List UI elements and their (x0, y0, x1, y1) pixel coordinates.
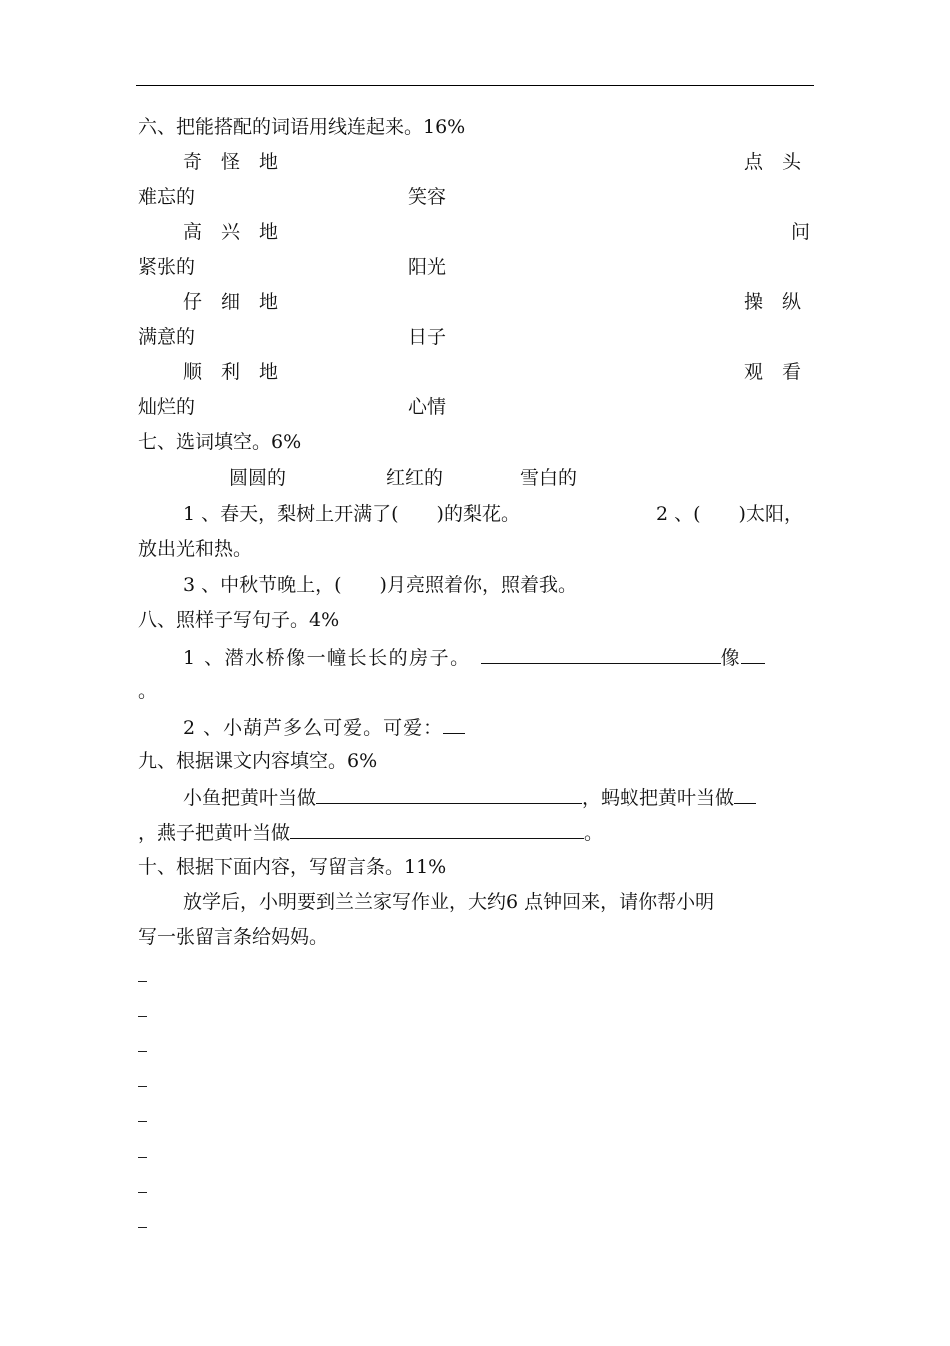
noun-1: 笑容 (408, 186, 447, 208)
header-rule (136, 85, 814, 86)
s8-q1-blank-2[interactable] (741, 644, 765, 664)
answer-line-8[interactable] (138, 1227, 147, 1228)
s7-question-1: 1 、春天，梨树上开满了( )的梨花。 (183, 503, 520, 525)
choice-1: 圆圆的 (229, 467, 287, 489)
s7-question-3: 3 、中秋节晚上，( )月亮照着你，照着我。 (183, 574, 577, 596)
adj-1: 难忘的 (138, 186, 196, 208)
adverb-4: 顺 利 地 (183, 361, 279, 383)
answer-line-5[interactable] (138, 1121, 147, 1122)
s9-end: 。 (584, 822, 604, 844)
choice-3: 雪白的 (520, 467, 578, 489)
adj-3: 满意的 (138, 326, 196, 348)
s10-prompt-2: 写一张留言条给妈妈。 (138, 926, 329, 948)
adverb-1: 奇 怪 地 (183, 151, 279, 173)
verb-1: 点 头 (744, 151, 802, 173)
s9-line-2 (138, 819, 603, 845)
answer-line-6[interactable] (138, 1157, 147, 1158)
s9-ant: ，蚂蚁把黄叶当做 (582, 787, 735, 809)
verb-4: 观 看 (744, 361, 802, 383)
adverb-2: 高 兴 地 (183, 221, 279, 243)
verb-2: 问 (791, 221, 811, 243)
s8-q1-end: 。 (138, 680, 158, 702)
section-8-title: 八、照样子写句子。4% (138, 609, 340, 631)
noun-2: 阳光 (408, 256, 447, 278)
choice-2: 红红的 (386, 467, 444, 489)
section-9-title: 九、根据课文内容填空。6% (138, 750, 378, 772)
noun-3: 日子 (408, 326, 447, 348)
s8-q1-blank[interactable] (481, 644, 721, 664)
adverb-3: 仔 细 地 (183, 291, 279, 313)
answer-line-2[interactable] (138, 1016, 147, 1017)
answer-line-1[interactable] (138, 981, 147, 982)
section-7-title: 七、选词填空。6% (138, 431, 302, 453)
s9-line-1 (183, 784, 756, 810)
s8-q1-text: 1 、潜水桥像一幢长长的房子。 (183, 647, 471, 669)
verb-3: 操 纵 (744, 291, 802, 313)
section-6-title: 六、把能搭配的词语用线连起来。16% (138, 116, 466, 138)
answer-line-4[interactable] (138, 1086, 147, 1087)
answer-line-7[interactable] (138, 1192, 147, 1193)
s8-q2-text: 2 、小葫芦多么可爱。可爱： (183, 717, 444, 739)
s7-question-2-cont: 放出光和热。 (138, 538, 253, 560)
adj-4: 灿烂的 (138, 396, 196, 418)
s10-prompt-1: 放学后，小明要到兰兰家写作业，大约6 点钟回来，请你帮小明 (183, 891, 715, 913)
s8-question-1 (183, 644, 765, 670)
s8-q2-blank[interactable] (443, 714, 465, 734)
s9-blank-swallow[interactable] (290, 819, 584, 839)
noun-4: 心情 (408, 396, 447, 418)
s9-fish: 小鱼把黄叶当做 (183, 787, 317, 809)
s8-question-2 (183, 714, 465, 740)
s9-blank-fish[interactable] (316, 784, 582, 804)
s8-q1-like: 像 (720, 647, 742, 669)
answer-line-3[interactable] (138, 1051, 147, 1052)
s7-question-2: 2 、( )太阳， (656, 503, 803, 525)
s9-swallow: ，燕子把黄叶当做 (138, 822, 291, 844)
s9-blank-ant[interactable] (734, 784, 756, 804)
section-10-title: 十、根据下面内容，写留言条。11% (138, 856, 447, 878)
adj-2: 紧张的 (138, 256, 196, 278)
